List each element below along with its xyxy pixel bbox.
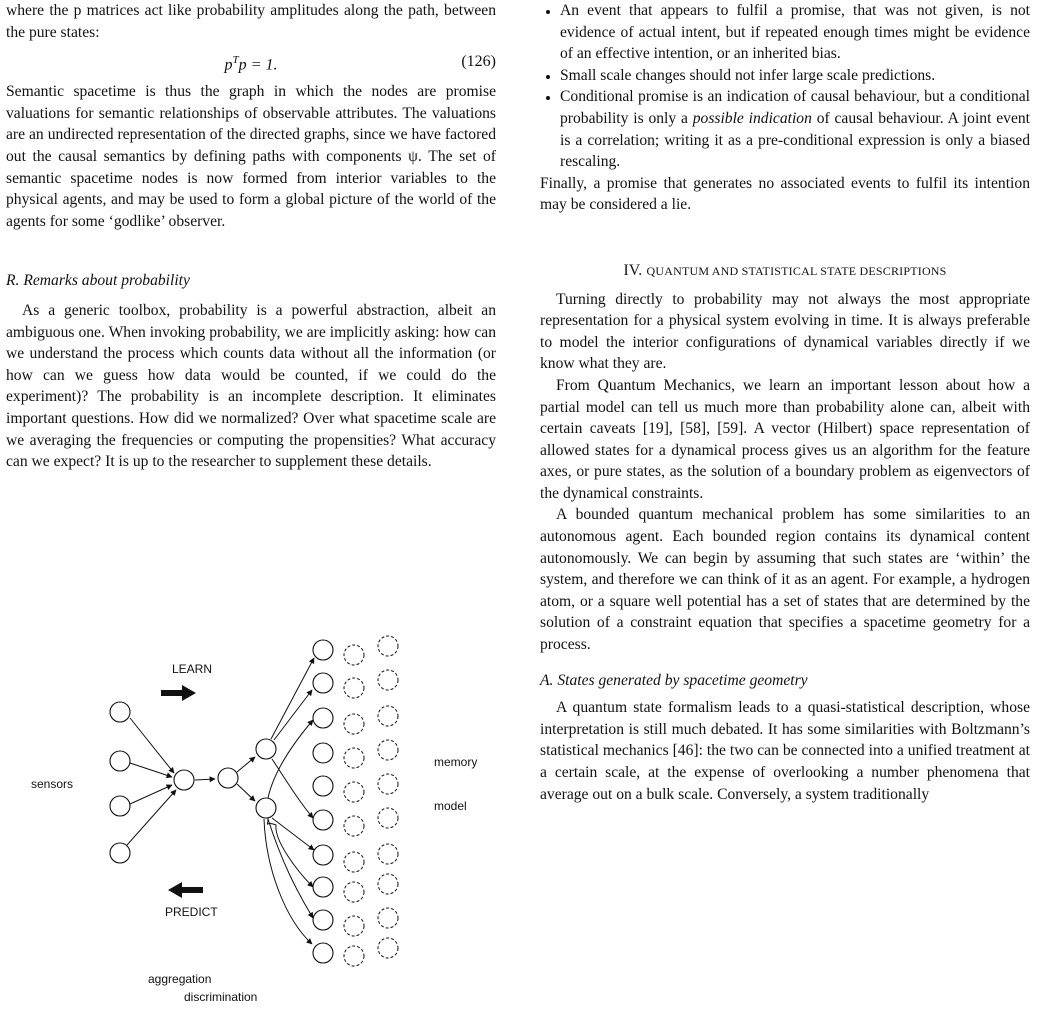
bullet-item-2: • Small scale changes should not infer large scale predictions. [560,65,1030,87]
learn-arrow [161,685,196,701]
bullet-list [540,0,1030,173]
label-discrimination: discrimination [184,990,258,1004]
node-hidden-2 [218,768,238,788]
paragraph-quantum-state: A quantum state formalism leads to a quasi-statistical description, whose interpretation is still much debated. It has some similarities with Boltzmann’s statistical mechanics [46]: the two can be connected into a unified treatment at a certain scale, at the expense of overlooking a number phenomena that average out on a bulk scale. Conversely, a system traditionally [540,699,1030,803]
node-out-9 [313,910,333,930]
section-heading-iv: IV. QUANTUM AND STATISTICAL STATE DESCRIPTIONS [623,261,947,279]
figure-svg [6,600,496,1010]
node-out-4 [313,743,333,763]
paragraph-turning: Turning directly to probability may not always the most appropriate representation for a physical system evolving in time. It is always preferable to model the interior configurations of dynamical variables directly if we know what they are. [540,290,1030,373]
label-memory: memory [434,755,478,769]
figure-learn-predict [6,600,496,1010]
predict-arrow [168,882,203,898]
node-out-3 [313,708,333,728]
eq-sup: T [232,53,239,66]
bullet-item-3: • Conditional promise is an indication of causal behaviour, but a conditional probability is only a possible indication of causal behaviour. A joint event is a correlation; writing it as a pre-conditional expression is only a biased rescaling. [560,86,1030,172]
subsection-heading-probability: R. Remarks about probability [6,272,190,290]
node-input-1 [110,702,130,722]
equation-number: (126) [461,53,496,71]
node-out-1 [313,640,333,660]
eq-lhs: p [224,55,233,73]
eq-rhs: p = 1. [238,55,278,73]
node-hidden-3 [256,739,276,759]
node-input-3 [110,796,130,816]
node-out-8 [313,877,333,897]
label-aggregation: aggregation [148,972,212,986]
node-hidden-1 [174,770,194,790]
paragraph-lie: Finally, a promise that generates no associated events to fulfil its intention may be considered a lie. [540,174,1030,214]
node-out-5 [313,776,333,796]
paragraph-intro: where the p matrices act like probability amplitudes along the path, between the pure states: [6,2,496,41]
paragraph-quantum-mechanics: From Quantum Mechanics, we learn an important lesson about how a partial model can tell us much more than probability alone can, albeit with certain caveats [19], [58], [59]. A vector (Hilbert) space representation of allowed states for a dynamical process gives us an algorithm for the feature axes, or pure states, as the solution of a boundary problem as eigenvectors of the dynamical constraints. [540,376,1030,502]
paragraph-probability: As a generic toolbox, probability is a powerful abstraction, albeit an ambiguous one. When invoking probability, we are implicitly asking: how can we understand the process which counts data without all the information (or how can we guess how data would be counted, if we could do the experiment)? The probability is an incomplete description. It eliminates important questions. How did we normalized? Over what spacetime scale are we averaging the frequencies or computing the propensities? What accuracy can we expect? It is up to the researcher to supplement these details. [6,301,496,471]
left-column [6,0,496,1004]
label-learn: LEARN [172,662,213,676]
label-predict: PREDICT [165,905,218,919]
node-out-2 [313,673,333,693]
emphasis-possible-indication: possible indication [692,109,812,127]
bullet-item-1: • An event that appears to fulfil a promise, that was not given, is not evidence of actual intent, but if repeated enough times might be evidence of an effective intention, or an inherited bias. [560,0,1030,65]
node-out-10 [313,943,333,963]
node-input-2 [110,751,130,771]
label-sensors: sensors [31,777,74,791]
node-hidden-4 [256,798,276,818]
label-model: model [434,799,467,813]
node-input-4 [110,843,130,863]
subsection-heading-states: A. States generated by spacetime geometry [540,671,808,689]
paragraph-bounded: A bounded quantum mechanical problem has some similarities to an autonomous agent. Each bounded region contains its dynamical content autonomously. We can begin by assuming that such states are ‘within’ the system, and therefore we can think of it as an agent. For example, a hydrogen atom, or a square well potential has a set of states that are determined by the solution of a constraint equation that specifies a spacetime geometry for a process. [540,506,1030,654]
paragraph-semantic-spacetime: Semantic spacetime is thus the graph in which the nodes are promise valuations for semantic relationships of observable attributes. The valuations are an undirected representation of the directed graphs, since we have factored out the causal semantics by defining paths with components ψ. The set of semantic spacetime nodes is now formed from interior variables to the physical agents, and may be used to form a global picture of the world of the agents for some ‘godlike’ observer. [6,83,496,230]
node-out-7 [313,845,333,865]
equation-126 [6,43,496,81]
node-out-6 [313,810,333,830]
right-column [540,0,1030,805]
